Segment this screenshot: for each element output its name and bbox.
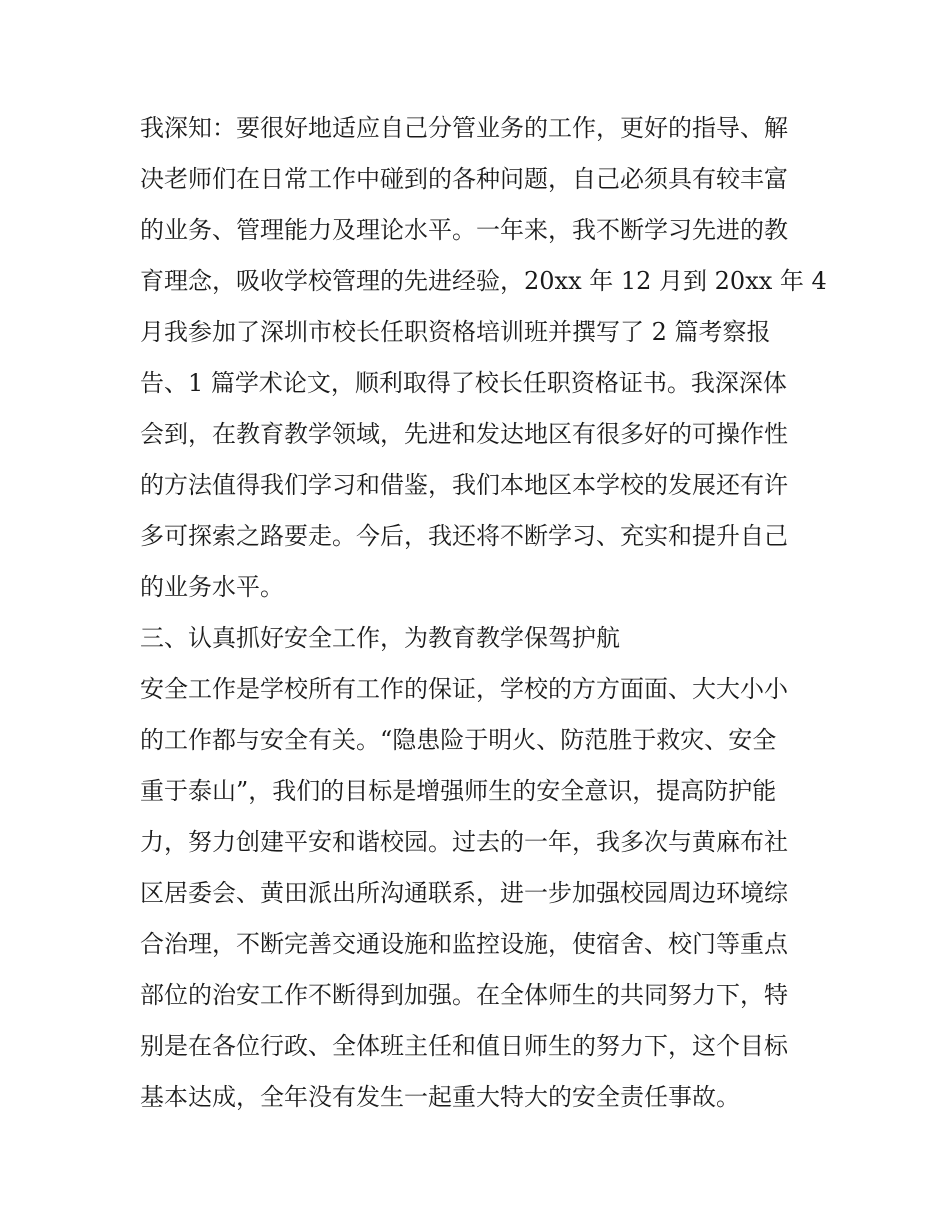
document-body xyxy=(140,103,827,1123)
text-line: 告、1 篇学术论文，顺利取得了校长任职资格证书。我深深体 xyxy=(140,369,787,397)
text-line: 的业务水平。 xyxy=(140,573,284,601)
text-line: 多可探索之路要走。今后，我还将不断学习、充实和提升自己 xyxy=(140,522,788,550)
text-line: 别是在各位行政、全体班主任和值日师生的努力下，这个目标 xyxy=(140,1032,788,1060)
text-line: 我深知：要很好地适应自己分管业务的工作，更好的指导、解 xyxy=(140,114,788,142)
text-line: 的方法值得我们学习和借鉴，我们本地区本学校的发展还有许 xyxy=(140,471,788,499)
text-line: 部位的治安工作不断得到加强。在全体师生的共同努力下，特 xyxy=(140,981,788,1009)
text-line: 基本达成，全年没有发生一起重大特大的安全责任事故。 xyxy=(140,1083,740,1111)
text-line: 力，努力创建平安和谐校园。过去的一年，我多次与黄麻布社 xyxy=(140,828,788,856)
text-line: 重于泰山”，我们的目标是增强师生的安全意识，提高防护能 xyxy=(140,777,777,805)
text-line: 育理念，吸收学校管理的先进经验，20xx 年 12 月到 20xx 年 4 xyxy=(140,267,827,295)
text-line: 区居委会、黄田派出所沟通联系，进一步加强校园周边环境综 xyxy=(140,879,788,907)
text-line: 的业务、管理能力及理论水平。一年来，我不断学习先进的教 xyxy=(140,216,788,244)
text-line: 合治理，不断完善交通设施和监控设施，使宿舍、校门等重点 xyxy=(140,930,788,958)
text-line: 的工作都与安全有关。“隐患险于明火、防范胜于救灾、安全 xyxy=(140,726,777,754)
text-line: 会到，在教育教学领域，先进和发达地区有很多好的可操作性 xyxy=(140,420,788,448)
section-heading: 三、认真抓好安全工作，为教育教学保驾护航 xyxy=(140,624,620,652)
text-line: 月我参加了深圳市校长任职资格培训班并撰写了 2 篇考察报 xyxy=(140,318,771,346)
text-line: 决老师们在日常工作中碰到的各种问题，自己必须具有较丰富 xyxy=(140,165,788,193)
text-line: 安全工作是学校所有工作的保证，学校的方方面面、大大小小 xyxy=(140,675,788,703)
